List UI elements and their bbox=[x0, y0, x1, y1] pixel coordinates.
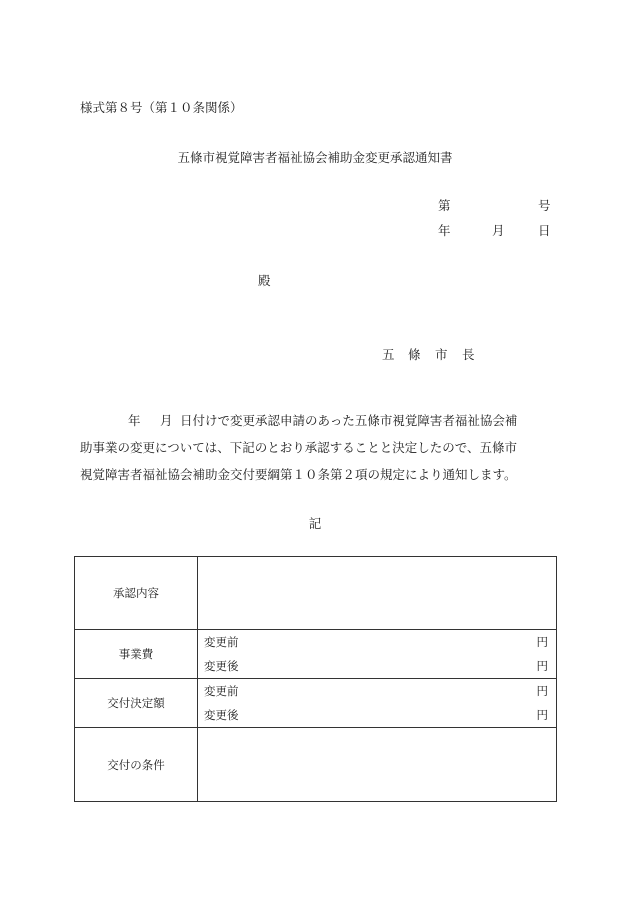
body-month: 月 bbox=[160, 413, 173, 428]
sender-char: 市 bbox=[435, 347, 448, 362]
document-number-dai: 第 bbox=[438, 198, 451, 213]
date-day: 日 bbox=[538, 223, 551, 238]
project-cost-after-row[interactable] bbox=[198, 654, 556, 678]
table-row bbox=[75, 630, 557, 679]
details-table bbox=[74, 556, 557, 802]
addressee-honorific: 殿 bbox=[258, 273, 271, 288]
grant-conditions-cell[interactable] bbox=[198, 728, 557, 802]
date-month: 月 bbox=[492, 223, 505, 238]
table-row bbox=[75, 557, 557, 630]
sender-char: 條 bbox=[408, 347, 421, 362]
project-cost-before-row[interactable] bbox=[198, 630, 556, 654]
body-year: 年 bbox=[128, 413, 141, 428]
grant-conditions-label: 交付の条件 bbox=[75, 728, 198, 802]
yen-unit: 円 bbox=[536, 659, 548, 673]
body-text-line: 視覚障害者福祉協会補助金交付要綱第１０条第２項の規定により通知します。 bbox=[80, 467, 517, 482]
project-cost-cell bbox=[198, 630, 557, 679]
before-label: 変更前 bbox=[204, 635, 239, 649]
sender-char: 五 bbox=[382, 347, 395, 362]
document-number-line bbox=[438, 196, 550, 212]
approval-content-label: 承認内容 bbox=[75, 557, 198, 630]
yen-unit: 円 bbox=[536, 635, 548, 649]
after-label: 変更後 bbox=[204, 708, 239, 722]
date-line bbox=[438, 221, 550, 237]
body-text-line: 助事業の変更については、下記のとおり承認することと決定したので、五條市 bbox=[80, 440, 518, 455]
grant-amount-before-row[interactable] bbox=[198, 679, 556, 703]
table-row bbox=[75, 728, 557, 802]
yen-unit: 円 bbox=[536, 684, 548, 698]
document-title: 五條市視覚障害者福祉協会補助金変更承認通知書 bbox=[177, 150, 453, 165]
approval-content-cell[interactable] bbox=[198, 557, 557, 630]
ki-heading: 記 bbox=[308, 516, 322, 531]
grant-amount-label: 交付決定額 bbox=[75, 679, 198, 728]
grant-amount-cell bbox=[198, 679, 557, 728]
before-label: 変更前 bbox=[204, 684, 239, 698]
date-year: 年 bbox=[438, 223, 451, 238]
project-cost-label: 事業費 bbox=[75, 630, 198, 679]
table-row bbox=[75, 679, 557, 728]
body-text-line bbox=[80, 411, 550, 429]
sender-char: 長 bbox=[462, 347, 475, 362]
document-number-go: 号 bbox=[538, 198, 551, 213]
yen-unit: 円 bbox=[536, 708, 548, 722]
grant-amount-after-row[interactable] bbox=[198, 703, 556, 727]
form-number: 様式第８号（第１０条関係） bbox=[80, 100, 243, 115]
after-label: 変更後 bbox=[204, 659, 239, 673]
body-line1-rest: 日付けで変更承認申請のあった五條市視覚障害者福祉協会補 bbox=[180, 413, 518, 428]
sender-mayor bbox=[382, 345, 482, 361]
